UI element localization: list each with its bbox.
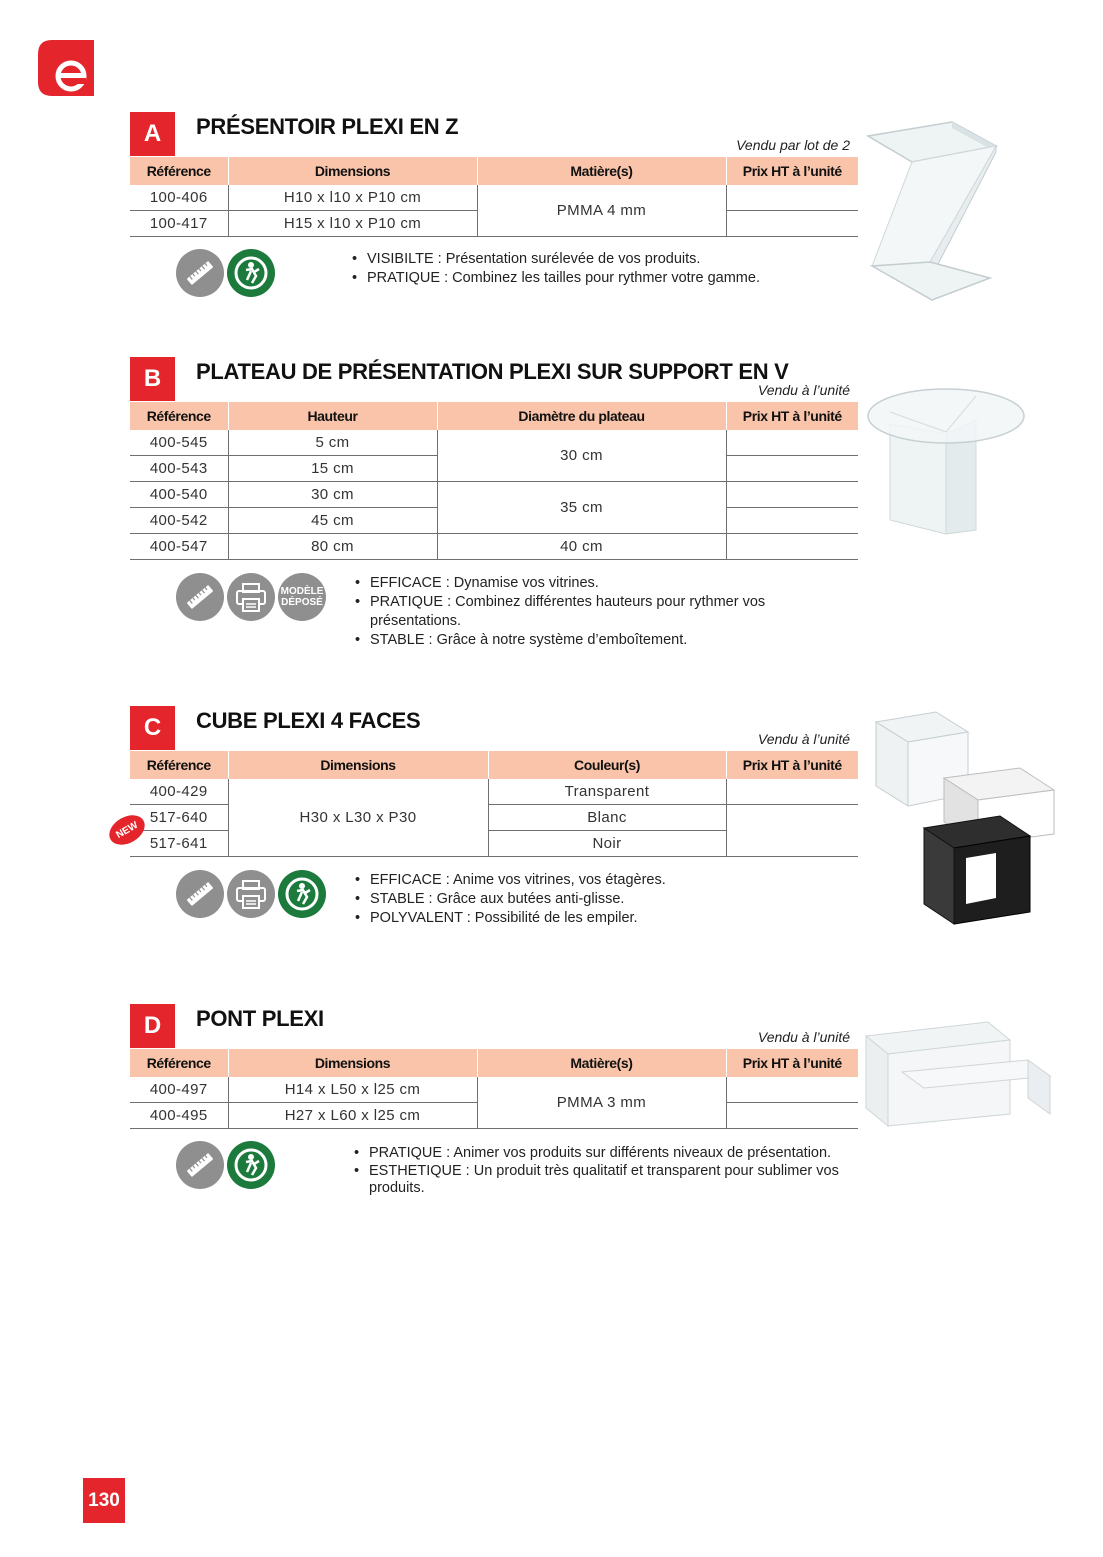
table-header	[130, 157, 858, 185]
sold-by-label: Vendu à l’unité	[757, 382, 850, 398]
cell-color: Blanc	[488, 805, 726, 831]
cell-price	[726, 185, 858, 211]
ruler-icon	[176, 870, 224, 918]
feature-icons	[176, 870, 326, 918]
feature-head: EFFICACE	[370, 872, 442, 888]
cell-price	[726, 482, 858, 508]
cell-height: 5 cm	[228, 430, 437, 456]
recycle-icon	[278, 870, 326, 918]
feature-text: : Combinez différentes hauteurs pour rythmer vos présentations.	[370, 594, 766, 629]
table-header	[130, 751, 858, 779]
section-title: PLATEAU DE PRÉSENTATION PLEXI SUR SUPPORT EN V	[196, 359, 789, 384]
feature-text: : Un produit très qualitatif et transparent pour sublimer vos produits.	[369, 1163, 839, 1196]
table-row	[130, 779, 858, 805]
section-letter: C	[130, 706, 175, 750]
cell-color: Noir	[488, 831, 726, 857]
new-badge: NEW	[104, 809, 150, 851]
feature-head: PRATIQUE	[369, 1145, 443, 1161]
header-reference: Référence	[130, 751, 228, 779]
feature-list	[352, 250, 760, 288]
feature-head: POLYVALENT	[370, 910, 463, 926]
cell-reference: 400-545	[130, 430, 228, 456]
cell-price	[726, 430, 858, 456]
header-price: Prix HT à l’unité	[726, 751, 858, 779]
cell-price	[726, 805, 858, 857]
sold-by-label: Vendu par lot de 2	[736, 137, 850, 153]
header-diameter: Diamètre du plateau	[437, 402, 726, 430]
product-table	[130, 402, 858, 560]
feature-list	[355, 871, 666, 928]
header-price: Prix HT à l’unité	[726, 1049, 858, 1077]
cell-reference: 400-542	[130, 508, 228, 534]
section-letter: D	[130, 1004, 175, 1048]
product-image-cubes	[870, 708, 1060, 942]
header-price: Prix HT à l’unité	[726, 157, 858, 185]
cell-price	[726, 534, 858, 560]
cell-reference: 400-495	[130, 1103, 228, 1129]
cell-reference: 100-417	[130, 211, 228, 237]
cell-price	[726, 1103, 858, 1129]
product-table	[130, 1049, 858, 1129]
section-title: PONT PLEXI	[196, 1006, 324, 1031]
feature-icons	[176, 1141, 275, 1189]
feature-text: : Possibilité de les empiler.	[462, 910, 638, 926]
feature-icons	[176, 573, 326, 621]
feature-icons	[176, 249, 275, 297]
sold-by-label: Vendu à l’unité	[757, 1029, 850, 1045]
product-table	[130, 157, 858, 237]
cell-reference: 400-429	[130, 779, 228, 805]
list-item	[355, 574, 858, 593]
cell-height: 45 cm	[228, 508, 437, 534]
cell-price	[726, 211, 858, 237]
header-price: Prix HT à l’unité	[726, 402, 858, 430]
depose-line: MODÈLE	[280, 586, 324, 597]
depose-line: DÉPOSÉ	[281, 597, 323, 608]
cell-dimensions: H14 x L50 x l25 cm	[228, 1077, 477, 1103]
header-reference: Référence	[130, 402, 228, 430]
header-material: Matière(s)	[477, 1049, 726, 1077]
section-letter: A	[130, 112, 175, 156]
cell-reference: 400-497	[130, 1077, 228, 1103]
cell-reference: 517-640	[130, 805, 228, 831]
feature-text: : Présentation surélevée de vos produits.	[433, 251, 701, 267]
feature-head: VISIBILTE	[367, 251, 434, 267]
table-row	[130, 482, 858, 508]
list-item	[355, 871, 666, 890]
cell-diameter: 35 cm	[437, 482, 726, 534]
cell-price	[726, 508, 858, 534]
cell-price	[726, 456, 858, 482]
cell-dimensions: H15 x l10 x P10 cm	[228, 211, 477, 237]
table-row	[130, 1077, 858, 1103]
cell-dimensions: H30 x L30 x P30	[228, 779, 488, 857]
modele-depose-icon	[278, 573, 326, 621]
header-dimensions: Dimensions	[228, 1049, 477, 1077]
cell-reference: 517-641	[130, 831, 228, 857]
header-reference: Référence	[130, 1049, 228, 1077]
cell-reference: 400-540	[130, 482, 228, 508]
ruler-icon	[176, 1141, 224, 1189]
feature-head: PRATIQUE	[367, 270, 441, 286]
table-row	[130, 430, 858, 456]
feature-head: STABLE	[370, 891, 425, 907]
list-item	[354, 1163, 849, 1197]
cell-material: PMMA 4 mm	[477, 185, 726, 237]
ruler-icon	[176, 249, 224, 297]
recycle-icon	[227, 1141, 275, 1189]
header-color: Couleur(s)	[488, 751, 726, 779]
brand-logo	[38, 40, 94, 96]
list-item	[355, 890, 666, 909]
header-dimensions: Dimensions	[228, 157, 477, 185]
list-item	[352, 269, 760, 288]
feature-head: STABLE	[370, 632, 425, 648]
feature-text: : Grâce à notre système d’emboîtement.	[424, 632, 688, 648]
printer-icon	[227, 870, 275, 918]
feature-text: : Dynamise vos vitrines.	[441, 575, 599, 591]
feature-head: ESTHETIQUE	[369, 1163, 462, 1179]
cell-price	[726, 779, 858, 805]
cell-diameter: 30 cm	[437, 430, 726, 482]
feature-text: : Anime vos vitrines, vos étagères.	[441, 872, 666, 888]
feature-text: : Animer vos produits sur différents niveaux de présentation.	[442, 1145, 832, 1161]
table-row	[130, 534, 858, 560]
cell-dimensions: H27 x L60 x l25 cm	[228, 1103, 477, 1129]
cell-height: 30 cm	[228, 482, 437, 508]
product-image-plateau	[864, 384, 1028, 540]
page-number: 130	[83, 1478, 125, 1523]
section-title: PRÉSENTOIR PLEXI EN Z	[196, 114, 459, 139]
feature-list	[354, 1144, 849, 1197]
feature-list	[355, 574, 858, 650]
list-item	[354, 1144, 849, 1162]
header-material: Matière(s)	[477, 157, 726, 185]
sold-by-label: Vendu à l’unité	[757, 731, 850, 747]
product-image-z	[860, 118, 1000, 306]
feature-head: EFFICACE	[370, 575, 442, 591]
cell-reference: 100-406	[130, 185, 228, 211]
cell-color: Transparent	[488, 779, 726, 805]
cell-material: PMMA 3 mm	[477, 1077, 726, 1129]
product-table	[130, 751, 858, 857]
header-dimensions: Dimensions	[228, 751, 488, 779]
recycle-icon	[227, 249, 275, 297]
header-height: Hauteur	[228, 402, 437, 430]
cell-dimensions: H10 x l10 x P10 cm	[228, 185, 477, 211]
cell-height: 80 cm	[228, 534, 437, 560]
cell-reference: 400-543	[130, 456, 228, 482]
table-header	[130, 402, 858, 430]
product-image-pont	[862, 1018, 1056, 1130]
list-item	[355, 593, 858, 631]
list-item	[352, 250, 760, 269]
printer-icon	[227, 573, 275, 621]
cell-height: 15 cm	[228, 456, 437, 482]
cell-price	[726, 1077, 858, 1103]
feature-head: PRATIQUE	[370, 594, 444, 610]
section-letter: B	[130, 357, 175, 401]
table-row	[130, 185, 858, 211]
feature-text: : Grâce aux butées anti-glisse.	[424, 891, 625, 907]
list-item	[355, 631, 858, 650]
section-title: CUBE PLEXI 4 FACES	[196, 708, 421, 733]
feature-text: : Combinez les tailles pour rythmer votre gamme.	[440, 270, 760, 286]
cell-diameter: 40 cm	[437, 534, 726, 560]
list-item	[355, 909, 666, 928]
table-header	[130, 1049, 858, 1077]
cell-reference: 400-547	[130, 534, 228, 560]
header-reference: Référence	[130, 157, 228, 185]
ruler-icon	[176, 573, 224, 621]
